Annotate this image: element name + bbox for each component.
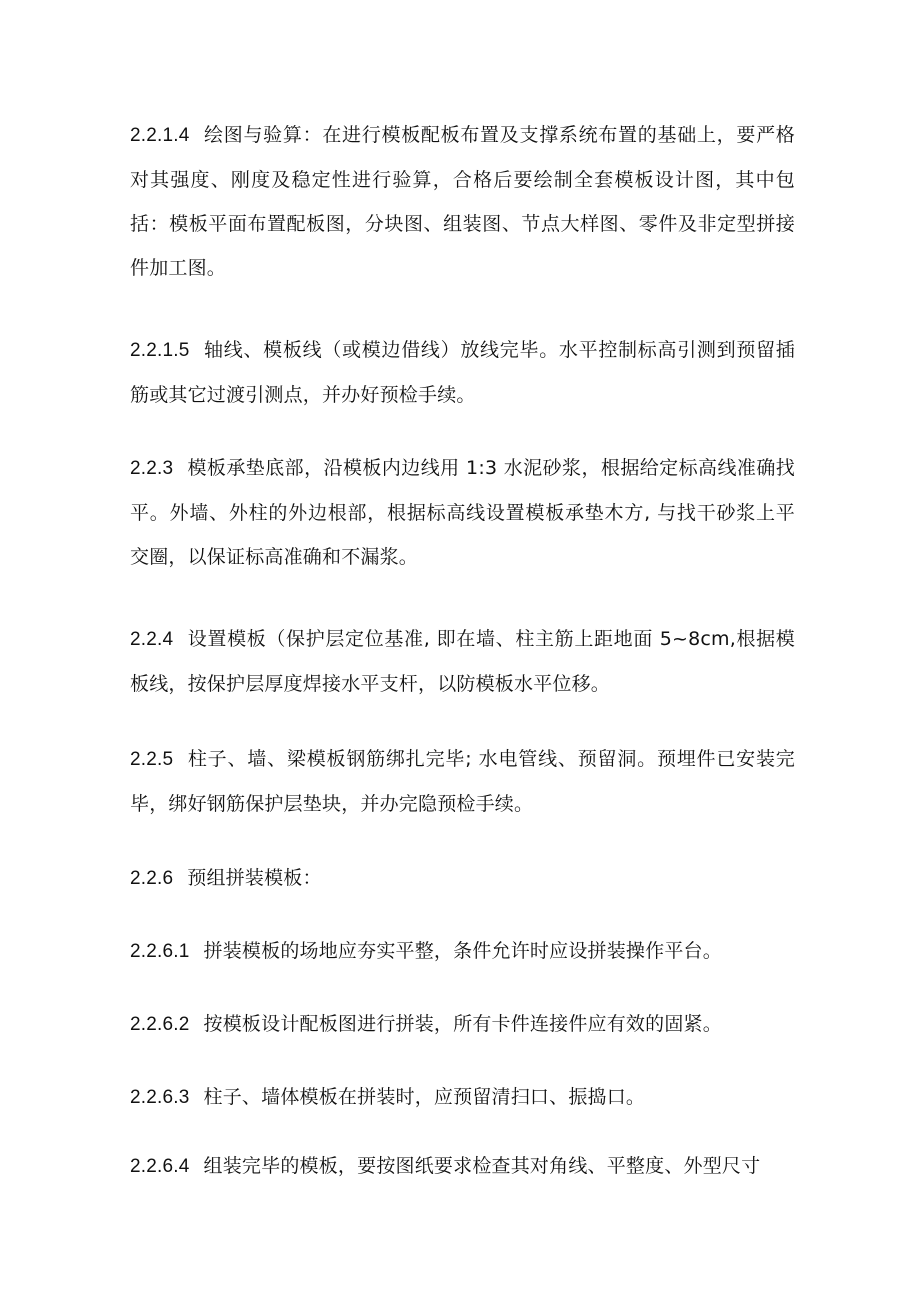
section-number: 2.2.1.5 [130,340,190,361]
paragraph-text: 柱子、墙、梁模板钢筋绑扎完毕; 水电管线、预留洞。预埋件已安装完毕，绑好钢筋保护层垫块，并办完隐预检手续。 [130,748,795,815]
paragraph-2-2-1-4 [130,113,795,290]
paragraph-text: 柱子、墙体模板在拼装时，应预留清扫口、振捣口。 [203,1086,646,1108]
section-number: 2.2.6.4 [130,1156,190,1177]
section-number: 2.2.6 [130,868,174,889]
paragraph-text: 拼装模板的场地应夯实平整，条件允许时应设拼装操作平台。 [203,940,722,962]
paragraph-text: 绘图与验算：在进行模板配板布置及支撑系统布置的基础上，要严格对其强度、刚度及稳定性进行验算，合格后要绘制全套模板设计图，其中包括：模板平面布置配板图，分块图、组装图、节点大样图、零件及非定型拼接件加工图。 [130,124,795,279]
paragraph-2-2-6-4 [130,1144,795,1189]
paragraph-text: 组装完毕的模板，要按图纸要求检查其对角线、平整度、外型尺寸 [203,1155,761,1177]
paragraph-2-2-6 [130,856,795,901]
section-number: 2.2.6.1 [130,941,190,962]
paragraph-text: 模板承垫底部，沿模板内边线用 1:3 水泥砂浆，根据给定标高线准确找平。外墙、外柱的外边根部，根据标高线设置模板承垫木方, 与找干砂浆上平交圈，以保证标高准确和不漏浆。 [130,457,795,568]
section-number: 2.2.4 [130,629,174,650]
section-number: 2.2.5 [130,749,174,770]
section-number: 2.2.6.2 [130,1014,190,1035]
section-number: 2.2.1.4 [130,125,190,146]
paragraph-text: 按模板设计配板图进行拼装，所有卡件连接件应有效的固紧。 [203,1013,722,1035]
paragraph-2-2-3 [130,446,795,579]
paragraph-2-2-6-1 [130,929,795,974]
paragraph-2-2-6-2 [130,1002,795,1047]
paragraph-2-2-4 [130,617,795,706]
paragraph-2-2-6-3 [130,1075,795,1120]
section-number: 2.2.6.3 [130,1087,190,1108]
paragraph-text: 设置模板（保护层定位基准, 即在墙、柱主筋上距地面 5~8cm,根据模板线，按保护层厚度焊接水平支杆，以防模板水平位移。 [130,628,795,695]
paragraph-2-2-5 [130,737,795,826]
paragraph-2-2-1-5 [130,328,795,417]
paragraph-text: 轴线、模板线（或模边借线）放线完毕。水平控制标高引测到预留插筋或其它过渡引测点，并办好预检手续。 [130,339,795,406]
section-number: 2.2.3 [130,458,174,479]
paragraph-text: 预组拼装模板： [187,867,322,889]
